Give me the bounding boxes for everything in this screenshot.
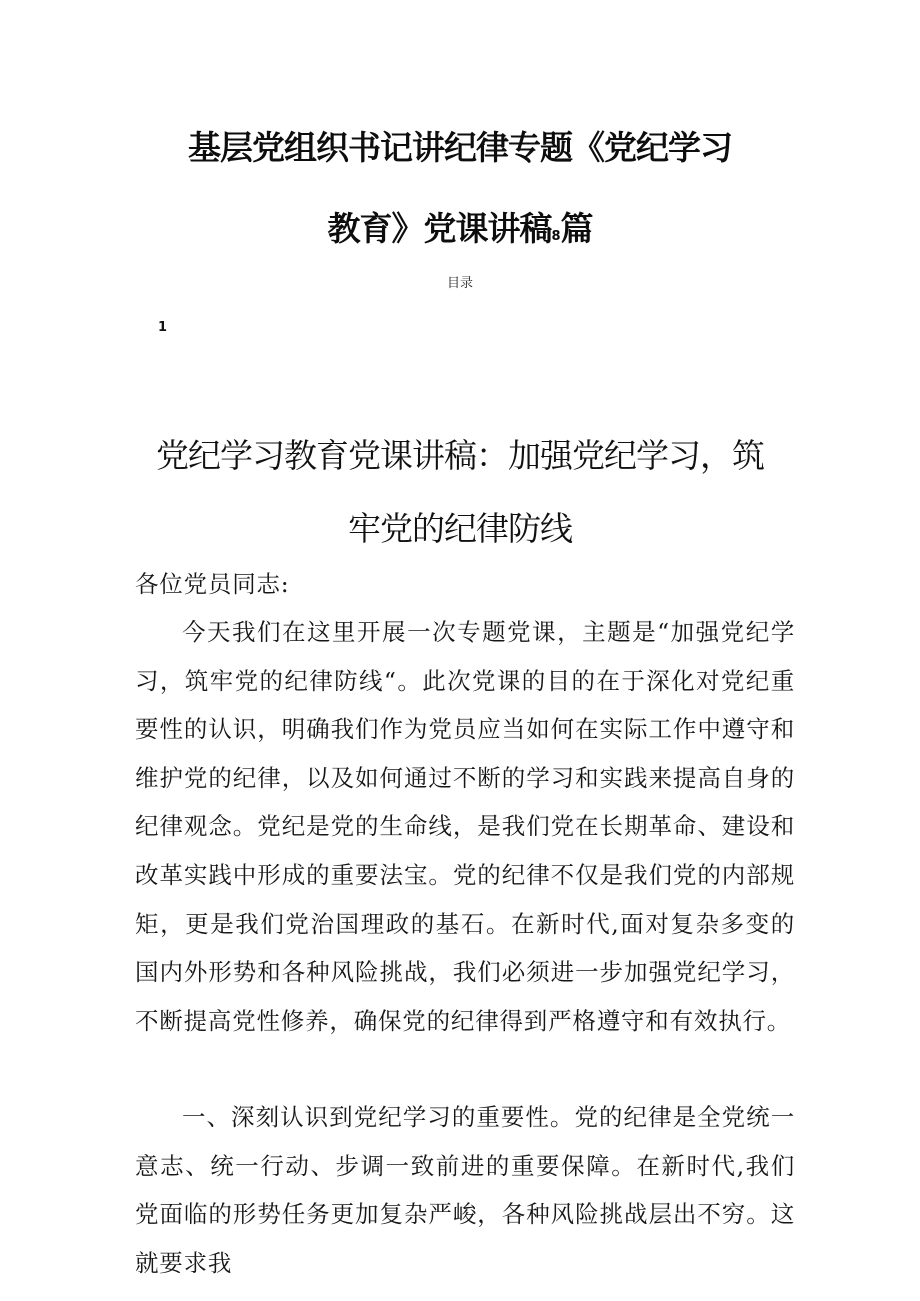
document-title-line-1: 基层党组织书记讲纪律专题《党纪学习 bbox=[188, 128, 732, 167]
document-title-count: 8 bbox=[551, 229, 561, 244]
document-title-line-2-end: 篇 bbox=[560, 209, 593, 248]
toc-entry-number[interactable]: 1 bbox=[158, 320, 168, 335]
document-title-line-2 bbox=[0, 203, 920, 250]
section-title-line-2: 牢党的纪律防线 bbox=[348, 509, 572, 548]
greeting: 各位党员同志: bbox=[135, 570, 290, 598]
toc-heading: 目录 bbox=[446, 276, 473, 291]
section-title-line-1: 党纪学习教育党课讲稿：加强党纪学习，筑 bbox=[156, 436, 764, 475]
document-title-line-2-main: 教育》党课讲稿 bbox=[327, 209, 552, 248]
paragraph-point-one: 一、深刻认识到党纪学习的重要性。党的纪律是全党统一意志、统一行动、步调一致前进的重要保障。在新时代,我们党面临的形势任务更加复杂严峻，各种风险挑战层出不穷。这就要求我 bbox=[135, 1103, 795, 1277]
paragraph-intro: 今天我们在这里开展一次专题党课，主题是“加强党纪学习，筑牢党的纪律防线“。此次党课的目的在于深化对党纪重要性的认识，明确我们作为党员应当如何在实际工作中遵守和维护党的纪律，以及如何通过不断的学习和实践来提高自身的纪律观念。党纪是党的生命线，是我们党在长期革命、建设和改革实践中形成的重要法宝。党的纪律不仅是我们党的内部规矩，更是我们党治国理政的基石。在新时代,面对复杂多变的国内外形势和各种风险挑战，我们必须进一步加强党纪学习，不断提高党性修养，确保党的纪律得到严格遵守和有效执行。 bbox=[135, 618, 795, 1035]
